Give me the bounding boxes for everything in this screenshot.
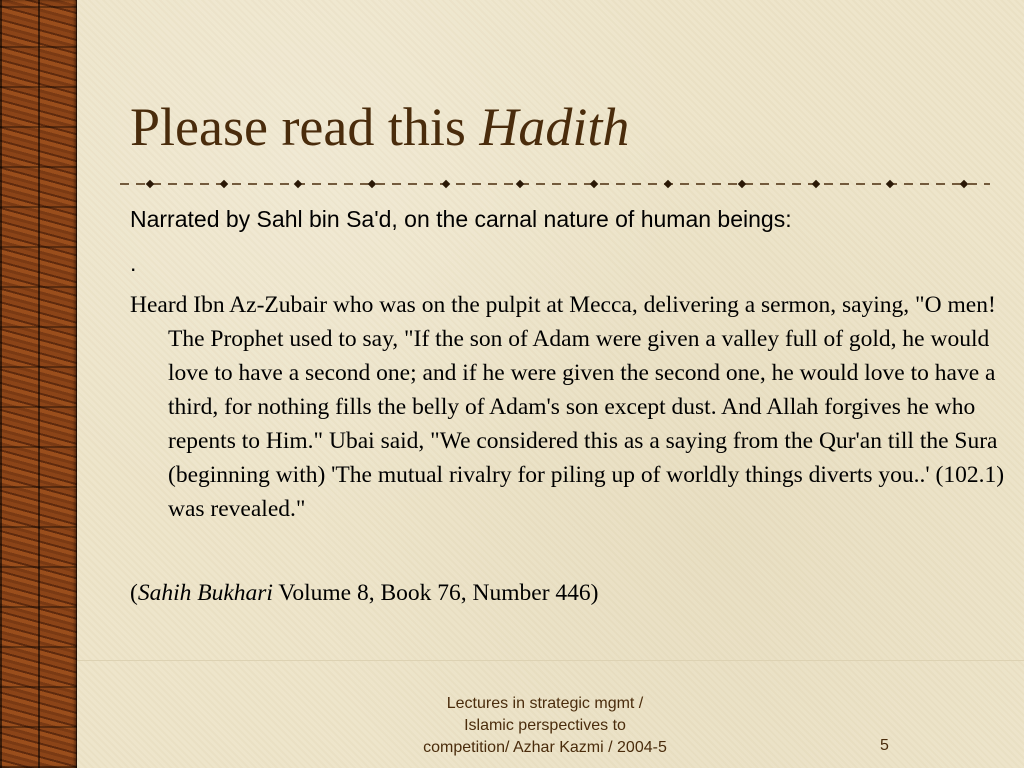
divider-diamond: [220, 180, 228, 188]
subtitle: Narrated by Sahl bin Sa'd, on the carnal nature of human beings:: [130, 206, 792, 232]
divider-diamond: [442, 180, 450, 188]
divider-diamond: [590, 180, 598, 188]
divider-diamond: [146, 180, 154, 188]
divider-diamond: [516, 180, 524, 188]
title-italic: Hadith: [479, 97, 630, 157]
bullet-dot: .: [130, 250, 137, 276]
footer-line-2: Islamic perspectives to: [464, 717, 626, 734]
divider-diamond: [738, 180, 746, 188]
divider-diamond: [294, 180, 302, 188]
divider-diamond: [886, 180, 894, 188]
slide-title: [130, 96, 629, 158]
footer-divider: [77, 660, 1024, 661]
footer-line-3: competition/ Azhar Kazmi / 2004-5: [423, 739, 667, 756]
wood-border: [0, 0, 77, 768]
divider-diamond: [368, 180, 376, 188]
divider-diamond: [960, 180, 968, 188]
title-plain: Please read this: [130, 97, 480, 157]
page-number: 5: [880, 737, 889, 754]
source-italic: Sahih Bukhari: [137, 580, 273, 606]
divider-diamond: [812, 180, 820, 188]
source-open: (: [130, 580, 138, 606]
hadith-paragraph: Heard Ibn Az-Zubair who was on the pulpit at Mecca, delivering a sermon, saying, "O men! The Prophet used to say, "If the son of Adam were given a valley full of gold, he would love to have a second one; and if he were given the second one, he would love to have a third, for nothing fills the belly of Adam's son except dust. And Allah forgives he who repents to Him." Ubai said, "We considered this as a saying from the Qur'an till the Sura (beginning with) 'The mutual rivalry for piling up of worldly things diverts you..' (102.1) was revealed.": [130, 292, 1005, 522]
footer-text: [360, 693, 730, 759]
title-divider: [120, 177, 990, 191]
divider-diamond: [664, 180, 672, 188]
footer-line-1: Lectures in strategic mgmt /: [446, 695, 644, 712]
hadith-source: [130, 580, 598, 607]
source-rest: Volume 8, Book 76, Number 446): [272, 580, 599, 606]
